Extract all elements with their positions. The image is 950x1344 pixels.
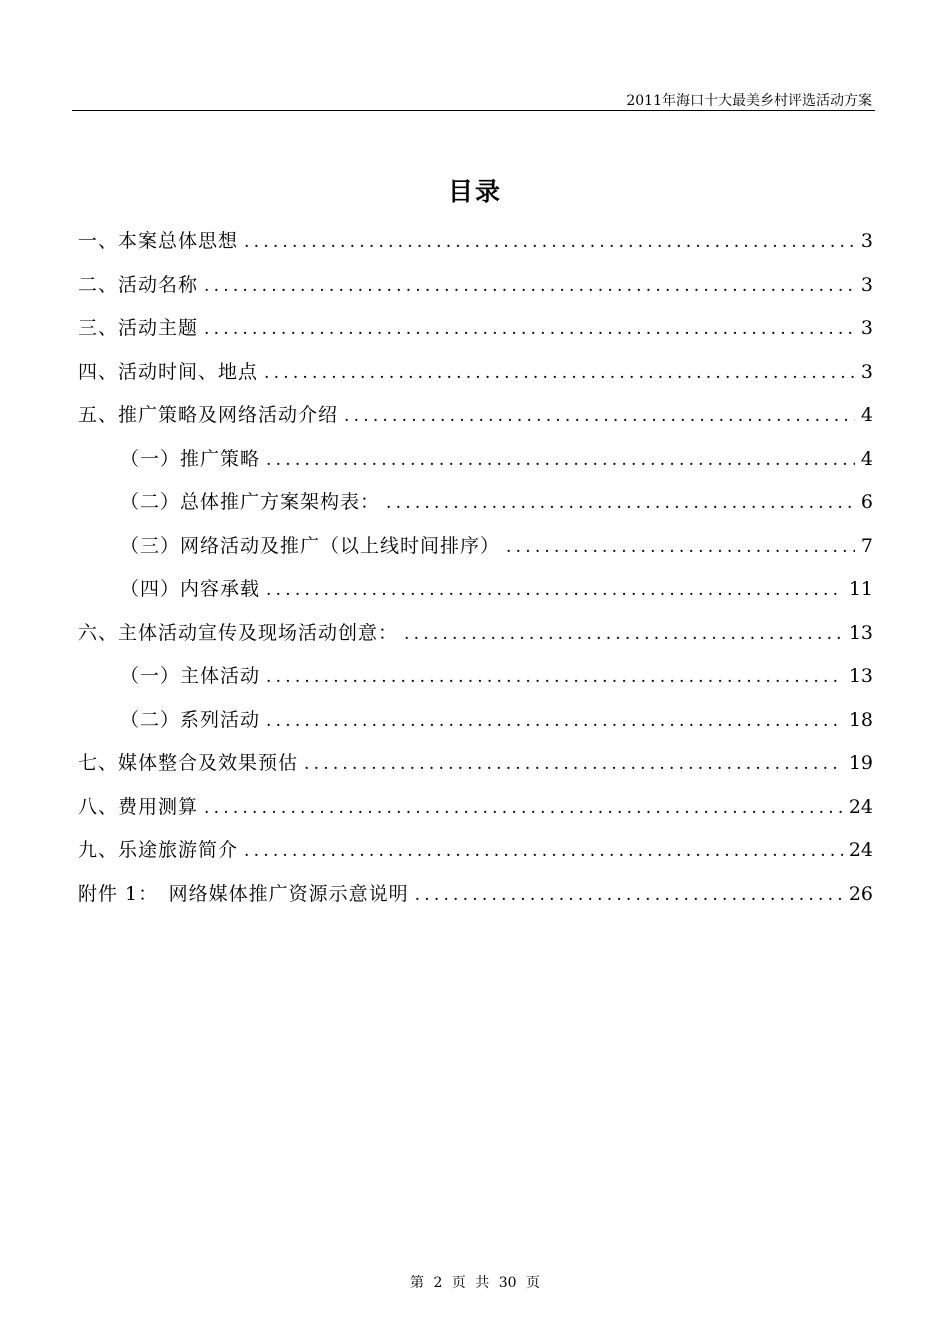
toc-entry-label: 七、媒体整合及效果预估 <box>78 752 299 774</box>
toc-entry-label: 六、主体活动宣传及现场活动创意： <box>78 621 399 644</box>
toc-entry-page: 3 <box>860 317 873 339</box>
toc-entry-page: 18 <box>848 708 873 731</box>
toc-entry-5[interactable] <box>78 399 873 443</box>
toc-entry-5-1[interactable] <box>78 443 873 487</box>
toc-entry-page: 3 <box>860 230 873 252</box>
toc-entry-6-2[interactable] <box>78 704 873 748</box>
toc-leader-dots <box>344 400 855 432</box>
toc-entry-1[interactable] <box>78 225 873 269</box>
toc-entry-page: 11 <box>848 578 873 600</box>
header-rule <box>72 110 875 111</box>
toc-leader-dots <box>386 487 855 519</box>
toc-entry-7[interactable] <box>78 747 873 791</box>
toc-entry-8[interactable] <box>78 791 873 835</box>
toc-entry-label: 八、费用测算 <box>78 795 199 818</box>
toc-entry-page: 13 <box>848 621 873 644</box>
toc-leader-dots <box>415 879 843 911</box>
toc-entry-label: （二）系列活动 <box>120 708 261 731</box>
toc-entry-label: （二）总体推广方案架构表： <box>120 491 381 513</box>
toc-entry-5-2[interactable] <box>78 486 873 530</box>
toc-entry-4[interactable] <box>78 356 873 400</box>
table-of-contents <box>78 225 873 921</box>
toc-leader-dots <box>266 661 843 693</box>
page-number-footer: 第 2 页 共 30 页 <box>410 1275 540 1291</box>
toc-entry-page: 6 <box>860 491 873 513</box>
toc-entry-page: 4 <box>860 404 873 426</box>
toc-entry-5-4[interactable] <box>78 573 873 617</box>
toc-leader-dots <box>506 531 855 563</box>
running-header: 2011年海口十大最美乡村评选活动方案 <box>626 93 872 109</box>
toc-entry-label: （三）网络活动及推广（以上线时间排序） <box>120 534 501 557</box>
toc-entry-page: 26 <box>848 882 873 905</box>
toc-leader-dots <box>204 313 855 345</box>
toc-entry-label: 九、乐途旅游简介 <box>78 839 239 861</box>
toc-entry-label: 四、活动时间、地点 <box>78 360 259 383</box>
toc-entry-page: 19 <box>848 752 873 774</box>
toc-entry-label: 附件 1： 网络媒体推广资源示意说明 <box>78 882 409 905</box>
toc-leader-dots <box>264 357 855 389</box>
toc-entry-page: 24 <box>848 795 873 818</box>
toc-entry-label: 二、活动名称 <box>78 273 199 296</box>
toc-entry-5-3[interactable] <box>78 530 873 574</box>
toc-leader-dots <box>266 444 855 476</box>
toc-leader-dots <box>204 270 855 302</box>
toc-entry-page: 13 <box>848 665 873 687</box>
toc-leader-dots <box>266 574 843 606</box>
toc-entry-page: 4 <box>860 447 873 470</box>
toc-leader-dots <box>404 618 843 650</box>
toc-leader-dots <box>266 705 843 737</box>
toc-entry-page: 3 <box>860 360 873 383</box>
toc-entry-label: （一）主体活动 <box>120 665 261 687</box>
toc-leader-dots <box>244 835 843 867</box>
toc-entry-label: 一、本案总体思想 <box>78 230 239 252</box>
toc-entry-page: 7 <box>860 534 873 557</box>
toc-leader-dots <box>304 748 843 780</box>
toc-entry-label: （一）推广策略 <box>120 447 261 470</box>
toc-entry-appendix-1[interactable] <box>78 878 873 922</box>
toc-entry-label: 五、推广策略及网络活动介绍 <box>78 404 339 426</box>
toc-entry-6[interactable] <box>78 617 873 661</box>
toc-entry-9[interactable] <box>78 834 873 878</box>
toc-entry-page: 24 <box>848 839 873 861</box>
page-title: 目录 <box>447 177 502 206</box>
toc-entry-3[interactable] <box>78 312 873 356</box>
toc-entry-2[interactable] <box>78 269 873 313</box>
toc-entry-6-1[interactable] <box>78 660 873 704</box>
toc-leader-dots <box>244 226 855 258</box>
toc-entry-label: 三、活动主题 <box>78 317 199 339</box>
toc-leader-dots <box>204 792 843 824</box>
toc-entry-label: （四）内容承载 <box>120 578 261 600</box>
toc-entry-page: 3 <box>860 273 873 296</box>
